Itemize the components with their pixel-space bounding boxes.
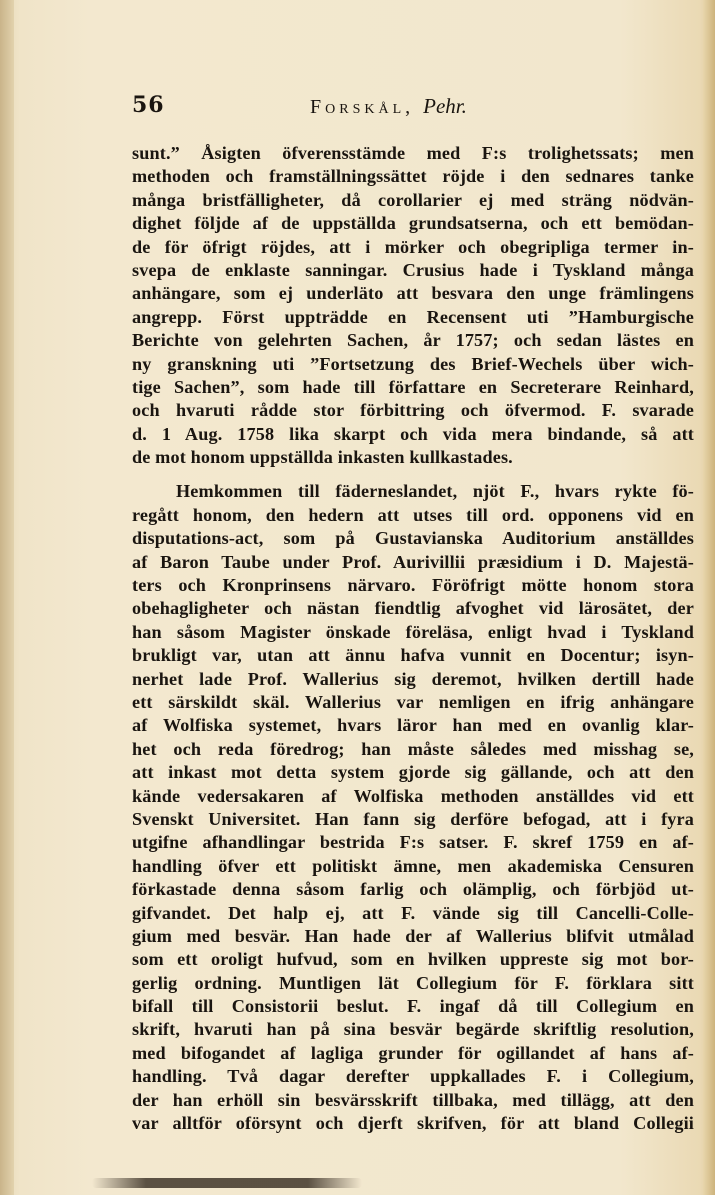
text-line: som ett oroligt hufvud, som en hvilken uppreste sig mot bor- <box>132 949 694 970</box>
text-line: ters och Kronprinsens närvaro. Föröfrigt mötte honom stora <box>132 575 694 596</box>
page-number: 56 <box>132 92 165 118</box>
text-line: var alltför oförsynt och djerft skrifven, för att bland Collegii <box>132 1113 694 1134</box>
text-line: de för öfrigt röjdes, att i mörker och obegripliga termer in- <box>132 236 694 257</box>
text-line: obehagligheter och nästan fiendtlig afvoghet vid lärosätet, der <box>132 598 694 619</box>
text-line: med bifogandet af lagliga grunder för ogillandet af hans af- <box>132 1042 694 1063</box>
text-line: svepa de enklaste sanningar. Crusius hade i Tyskland många <box>132 259 694 280</box>
text-line: förkastade denna såsom farlig och olämplig, och förbjöd ut- <box>132 879 694 900</box>
running-head-given: Pehr. <box>423 94 467 118</box>
text-line: tige Sachen”, som hade till författare en Secreterare Reinhard, <box>132 376 694 397</box>
text-line: af Baron Taube under Prof. Aurivillii præsidium i D. Majestä- <box>132 551 694 572</box>
text-line: skrift, hvaruti han på sina besvär begärde skriftlig resolution, <box>132 1019 694 1040</box>
text-line: d. 1 Aug. 1758 lika skarpt och vida mera bindande, så att <box>132 423 694 444</box>
text-line: dighet följde af de uppställda grundsatserna, och ett bemödan- <box>132 213 694 234</box>
text-line: angrepp. Först uppträdde en Recensent uti ”Hamburgische <box>132 306 694 327</box>
text-line: handling. Två dagar derefter uppkallades F. i Collegium, <box>132 1066 694 1087</box>
text-line: sunt.” Åsigten öfverensstämde med F:s trolighetssats; men <box>132 143 694 163</box>
text-line: många bristfälligheter, då corollarier ej med sträng nödvän- <box>132 189 694 210</box>
text-line: ett särskildt skäl. Wallerius var nemligen en ifrig anhängare <box>132 691 694 712</box>
text-line: Berichte von gelehrten Sachen, år 1757; och sedan lästes en <box>132 330 694 351</box>
scan-smudge <box>92 1178 362 1188</box>
text-line: de mot honom uppställda inkasten kullkastades. <box>132 447 513 468</box>
text-line: disputations-act, som på Gustavianska Auditorium anställdes <box>132 528 694 549</box>
page-outer-edge <box>703 0 715 1195</box>
running-head-name: Forskål, <box>310 96 415 118</box>
text-line: methoden och framställningssättet röjde i den sednares tanke <box>132 166 694 187</box>
text-line: Svenskt Universitet. Han fann sig derföre befogad, att i fyra <box>132 808 694 829</box>
text-line: brukligt var, utan att ännu hafva vunnit en Docentur; isyn- <box>132 645 694 666</box>
text-line: gifvandet. Det halp ej, att F. vände sig till Cancelli-Colle- <box>132 902 694 923</box>
text-line: utgifne afhandlingar bestrida F:s satser. F. skref 1759 en af- <box>132 832 694 853</box>
text-line: bifall till Consistorii beslut. F. ingaf då till Collegium en <box>132 996 694 1017</box>
text-line: kände vedersakaren af Wolfiska methoden anställdes vid ett <box>132 785 694 806</box>
text-line: ny granskning uti ”Fortsetzung des Brief-Wechels über wich- <box>132 353 694 374</box>
text-line: och hvaruti rådde stor förbittring och öfvermod. F. svarade <box>132 400 694 421</box>
page-header <box>132 92 692 126</box>
text-line: gerlig ordning. Muntligen lät Collegium för F. förklara sitt <box>132 972 694 993</box>
text-line: gium med besvär. Han hade der af Wallerius blifvit utmålad <box>132 925 694 946</box>
paragraph-gap <box>132 469 694 480</box>
text-line: att inkast mot detta system gjorde sig gällande, och att den <box>132 762 694 783</box>
page-gutter-edge <box>0 0 14 1195</box>
text-line: der han erhöll sin besvärsskrift tillbaka, med tillägg, att den <box>132 1089 694 1110</box>
text-line: af Wolfiska systemet, hvars läror han med en ovanlig klar- <box>132 715 694 736</box>
text-line: nerhet lade Prof. Wallerius sig deremot, hvilken dertill hade <box>132 668 694 689</box>
text-line: Hemkommen till fäderneslandet, njöt F., hvars rykte fö- <box>176 481 694 502</box>
text-line: regått honom, den hedern att utses till ord. opponens vid en <box>132 504 694 525</box>
running-head <box>310 94 467 119</box>
text-line: handling öfver ett politiskt ämne, men akademiska Censuren <box>132 855 694 876</box>
text-line: het och reda föredrog; han måste således med misshag se, <box>132 738 694 759</box>
body-text <box>132 142 694 1135</box>
text-line: anhängare, som ej underläto att besvara den unge främlingens <box>132 283 694 304</box>
text-line: han såsom Magister önskade föreläsa, enligt hvad i Tyskland <box>132 621 694 642</box>
